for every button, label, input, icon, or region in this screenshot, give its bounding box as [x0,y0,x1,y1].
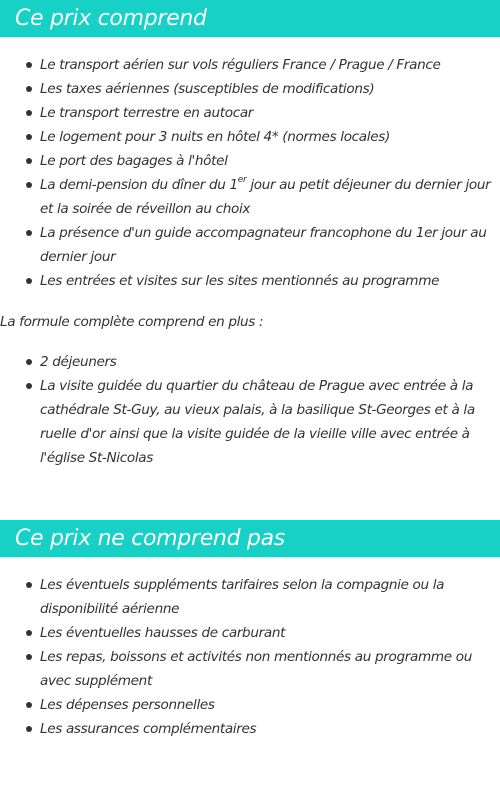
list-item: La présence d'un guide accompagnateur francophone du 1er jour au dernier jour [0,221,500,269]
list-item: 2 déjeuners [0,350,500,374]
list-item: Le transport aérien sur vols réguliers France / Prague / France [0,53,500,77]
list-item: Les dépenses personnelles [0,693,500,717]
ordinal-suffix: er [237,175,247,185]
list-item: Le port des bagages à l'hôtel [0,149,500,173]
list-item: Les taxes aériennes (susceptibles de modifications) [0,77,500,101]
excluded-section-title: Ce prix ne comprend pas [0,520,500,557]
included-list [0,53,500,293]
list-item-text: jour au petit déjeuner du dernier jour et la soirée de réveillon au choix [40,177,491,217]
list-item: Les repas, boissons et activités non mentionnés au programme ou avec supplément [0,645,500,693]
included-section-title: Ce prix comprend [0,0,500,37]
list-item: Le transport terrestre en autocar [0,101,500,125]
list-item-text: La demi-pension du dîner du 1 [40,177,238,193]
list-item: La visite guidée du quartier du château de Prague avec entrée à la cathédrale St-Guy, au vieux palais, à la basilique St-Georges et à la ruelle d'or ainsi que la visite guidée de la vieille ville avec entrée à l'église St-Nicolas [0,374,500,470]
list-item: Les éventuels suppléments tarifaires selon la compagnie ou la disponibilité aérienne [0,573,500,621]
list-item: Le logement pour 3 nuits en hôtel 4* (normes locales) [0,125,500,149]
list-item: Les entrées et visites sur les sites mentionnés au programme [0,269,500,293]
list-item [0,173,500,221]
formula-intro: La formule complète comprend en plus : [0,314,264,330]
formula-list [0,350,500,470]
excluded-list [0,573,500,741]
list-item: Les éventuelles hausses de carburant [0,621,500,645]
list-item: Les assurances complémentaires [0,717,500,741]
